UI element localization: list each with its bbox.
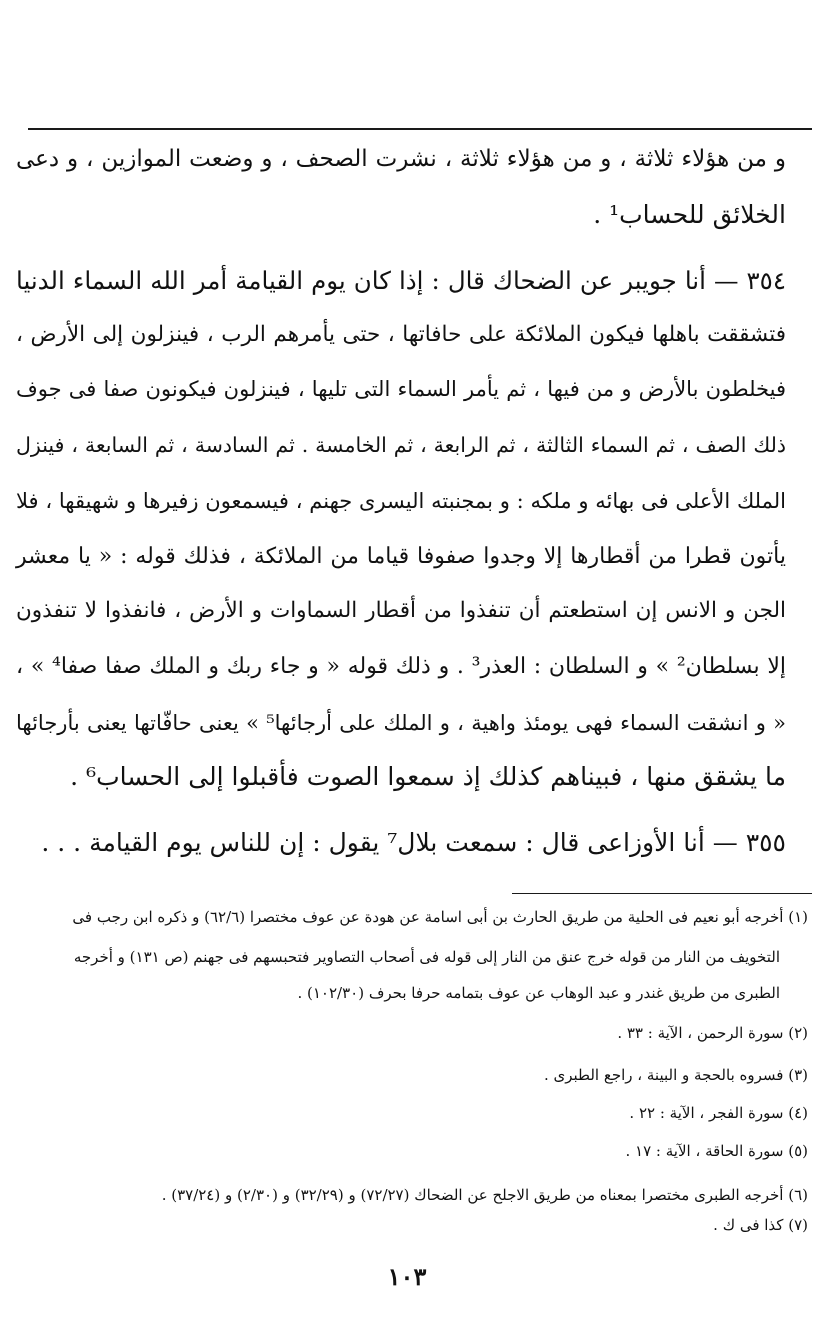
footnote-2: (٢) سورة الرحمن ، الآية : ٣٣ .: [617, 1024, 808, 1042]
body-line-6: ذلك الصف ، ثم السماء الثالثة ، ثم الرابعة ، ثم الخامسة . ثم السادسة ، ثم السابعة ، فينزل: [16, 433, 786, 457]
paragraph-355-line-1: ٣٥٥ — أنا الأوزاعى قال : سمعت بلال⁷ يقول : إن للناس يوم القيامة . . .: [41, 828, 786, 857]
footnote-5: (٥) سورة الحاقة ، الآية : ١٧ .: [625, 1142, 808, 1160]
footnote-3: (٣) فسروه بالحجة و البينة ، راجع الطبرى .: [543, 1066, 808, 1084]
body-line-1: و من هؤلاء ثلاثة ، و من هؤلاء ثلاثة ، نشرت الصحف ، و وضعت الموازين ، و دعى: [16, 146, 786, 172]
footnote-6: (٦) أخرجه الطبرى مختصرا بمعناه من طريق الاجلح عن الضحاك (٧٢/٢٧) و (٣٢/٢٩) و (٢/٣٠) و (٣٧/٢٤) .: [161, 1186, 808, 1204]
footnote-1-line-3: الطبرى من طريق غندر و عبد الوهاب عن عوف بتمامه حرفا بحرف (١٠٢/٣٠) .: [297, 984, 780, 1002]
body-line-5: فيخلطون بالأرض و من فيها ، ثم يأمر السماء التى تليها ، فينزلون فيكونون صفا فى جوف: [16, 377, 786, 401]
footnote-4: (٤) سورة الفجر ، الآية : ٢٢ .: [629, 1104, 808, 1122]
top-rule: [28, 128, 812, 130]
body-line-7: الملك الأعلى فى بهائه و ملكه : و بمجنبته اليسرى جهنم ، فيسمعون زفيرها و شهيقها ، فلا: [16, 489, 786, 513]
paragraph-354-line-1: ٣٥٤ — أنا جويبر عن الضحاك قال : إذا كان يوم القيامة أمر الله السماء الدنيا: [16, 266, 786, 295]
footnote-rule: [512, 893, 812, 894]
footnote-1-line-2: التخويف من النار من قوله خرج عنق من النار إلى قوله فى أصحاب التصاوير فتحبسهم فى جهنم (ص ١٣١) و أخرجه: [73, 948, 780, 966]
body-line-4: فتشققت باهلها فيكون الملائكة على حافاتها ، حتى يأمرهم الرب ، فينزلون إلى الأرض ،: [16, 322, 786, 347]
page-number: ١٠٣: [387, 1262, 427, 1291]
body-line-12: ما يشقق منها ، فبيناهم كذلك إذ سمعوا الصوت فأقبلوا إلى الحساب⁶ .: [70, 762, 786, 791]
body-line-2: الخلائق للحساب¹ .: [593, 200, 786, 229]
footnote-1-line-1: (١) أخرجه أبو نعيم فى الحلية من طريق الحارث بن أبى اسامة عن هودة عن عوف مختصرا (٦٢/٦) و ذكره ابن رجب فى: [72, 908, 808, 926]
body-line-9: الجن و الانس إن استطعتم أن تنفذوا من أقطار السماوات و الأرض ، فانفذوا لا تنفذون: [16, 598, 786, 623]
body-line-10: إلا بسلطان² » و السلطان : العذر³ . و ذلك قوله « و جاء ربك و الملك صفا صفا⁴ » ،: [16, 654, 786, 679]
body-line-11: « و انشقت السماء فهى يومئذ واهية ، و الملك على أرجائها⁵ » يعنى حافّاتها يعنى بأرجائها: [16, 711, 786, 735]
body-line-8: يأتون قطرا من أقطارها إلا وجدوا صفوفا قياما من الملائكة ، فذلك قوله : « يا معشر: [16, 544, 786, 569]
footnote-7: (٧) كذا فى ك .: [713, 1216, 808, 1234]
